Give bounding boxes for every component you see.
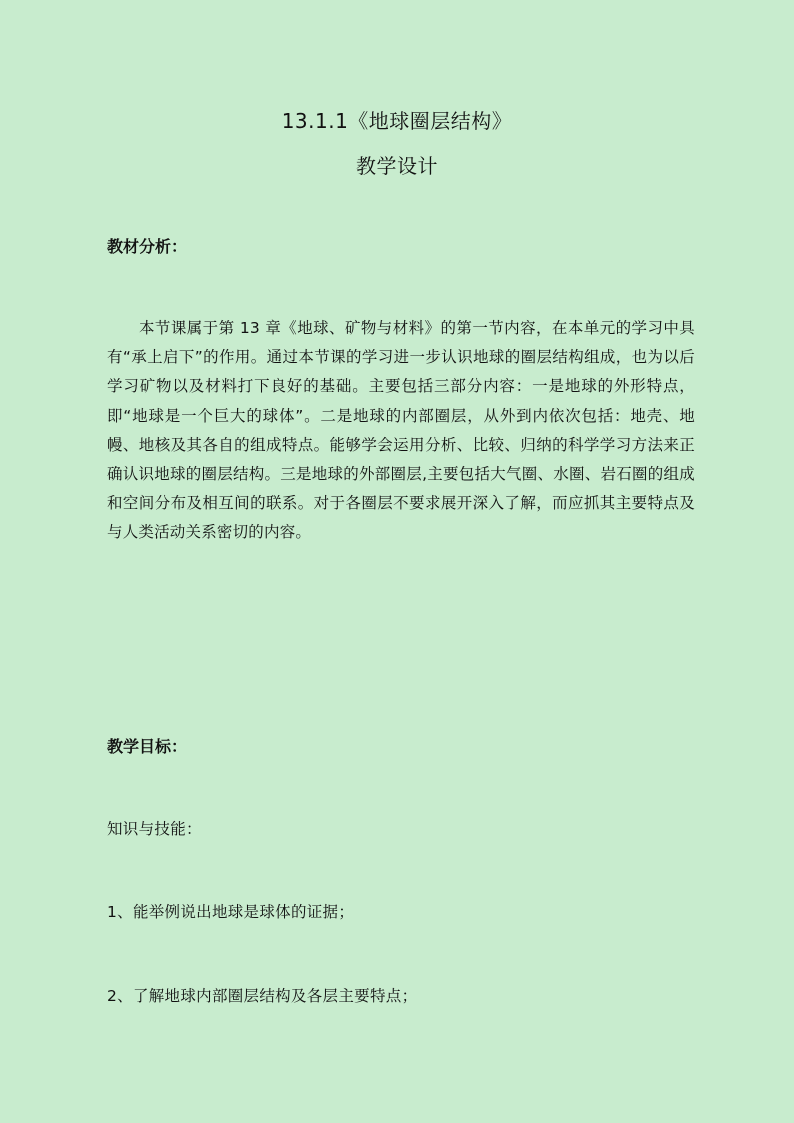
goals-subheading: 知识与技能： <box>107 820 202 838</box>
section-heading-goals: 教学目标： <box>107 737 188 756</box>
analysis-paragraph: 本节课属于第 13 章《地球、矿物与材料》的第一节内容，在本单元的学习中具有“承上启下”的作用。通过本节课的学习进一步认识地球的圈层结构组成，也为以后学习矿物以及材料打下良好的基础。主要包括三部分内容：一是地球的外形特点，即“地球是一个巨大的球体”。二是地球的内部圈层，从外到内依次包括：地壳、地幔、地核及其各自的组成特点。能够学会运用分析、比较、归纳的科学学习方法来正确认识地球的圈层结构。三是地球的外部圈层,主要包括大气圈、水圈、岩石圈的组成和空间分布及相互间的联系。对于各圈层不要求展开深入了解，而应抓其主要特点及与人类活动关系密切的内容。 <box>107 319 695 542</box>
goal-item-1: 1、能举例说出地球是球体的证据； <box>107 903 355 921</box>
goal-item-2: 2、了解地球内部圈层结构及各层主要特点； <box>107 987 418 1005</box>
document-title: 13.1.1《地球圈层结构》 <box>281 109 513 133</box>
section-heading-analysis: 教材分析： <box>107 237 188 256</box>
document-subtitle: 教学设计 <box>356 154 438 178</box>
